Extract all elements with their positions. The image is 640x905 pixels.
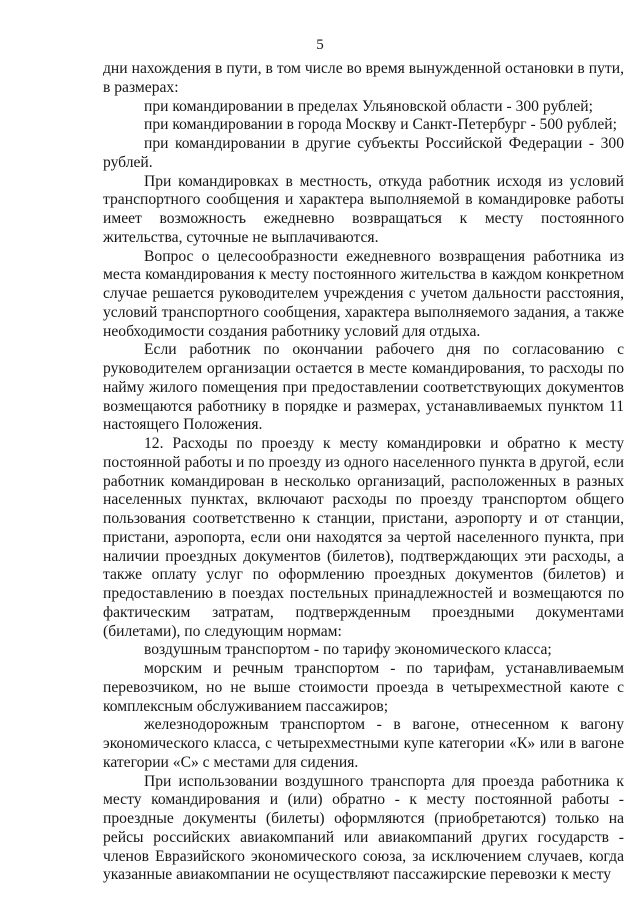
list-item-other-subjects: при командировании в другие субъекты Российской Федерации - 300 рублей. bbox=[103, 135, 624, 171]
paragraph-section-12: 12. Расходы по проезду к месту командировки и обратно к месту постоянной работы и по проезду из одного населенного пункта в другой, если работник командирован в несколько организаций, расположенных в разных населенных пунктах, включают расходы по проезду транспортом общего пользования соответственно к станции, пристани, аэропорту и от станции, пристани, аэропорта, если они находятся за чертой населенного пункта, при наличии проездных документов (билетов), подтверждающих эти расходы, а также оплату услуг по оформлению проездных документов (билетов) и предоставлению в поездах постельных принадлежностей и возмещаются по фактическим затратам, подтвержденным проездными документами (билетами), по следующим нормам: bbox=[103, 435, 624, 640]
list-item-sea-river-transport: морским и речным транспортом - по тарифам, устанавливаемым перевозчиком, но не выше стоимости проезда в четырехместной каюте с комплексным обслуживанием пассажиров; bbox=[103, 660, 624, 715]
document-body bbox=[103, 60, 624, 885]
paragraph-air-tickets: При использовании воздушного транспорта для проезда работника к месту командирования и (или) обратно - к месту постоянной работы - проездные документы (билеты) оформляются (приобретаются) только на рейсы российских авиакомпаний или авиакомпаний других государств - членов Евразийского экономического союза, за исключением случаев, когда указанные авиакомпании не осуществляют пассажирские перевозки к месту bbox=[103, 772, 624, 884]
paragraph-daily-return: При командировках в местность, откуда работник исходя из условий транспортного сообщения и характера выполняемой в командировке работы имеет возможность ежедневно возвращаться к месту постоянного жительства, суточные не выплачиваются. bbox=[103, 172, 624, 246]
paragraph-return-decision: Вопрос о целесообразности ежедневного возвращения работника из места командирования к месту постоянного жительства в каждом конкретном случае решается руководителем учреждения с учетом дальности расстояния, условий транспортного сообщения, характера выполняемого задания, а также необходимости создания работнику условий для отдыха. bbox=[103, 247, 624, 340]
list-item-moscow-spb: при командировании в города Москву и Санкт-Петербург - 500 рублей; bbox=[144, 116, 617, 134]
list-item-air-transport: воздушным транспортом - по тарифу экономического класса; bbox=[144, 641, 552, 659]
paragraph-per-diem-intro: дни нахождения в пути, в том числе во время вынужденной остановки в пути, в размерах: bbox=[103, 60, 624, 96]
page-number: 5 bbox=[316, 37, 324, 53]
paragraph-stay-over: Если работник по окончании рабочего дня по согласованию с руководителем организации остается в месте командирования, то расходы по найму жилого помещения при предоставлении соответствующих документов возмещаются работнику в порядке и размерах, устанавливаемых пунктом 11 настоящего Положения. bbox=[103, 341, 624, 434]
list-item-ulyanovsk-region: при командировании в пределах Ульяновской области - 300 рублей; bbox=[144, 97, 593, 115]
list-item-rail-transport: железнодорожным транспортом - в вагоне, отнесенном к вагону экономического класса, с четырехместными купе категории «К» или в вагоне категории «С» с местами для сидения. bbox=[103, 716, 624, 771]
